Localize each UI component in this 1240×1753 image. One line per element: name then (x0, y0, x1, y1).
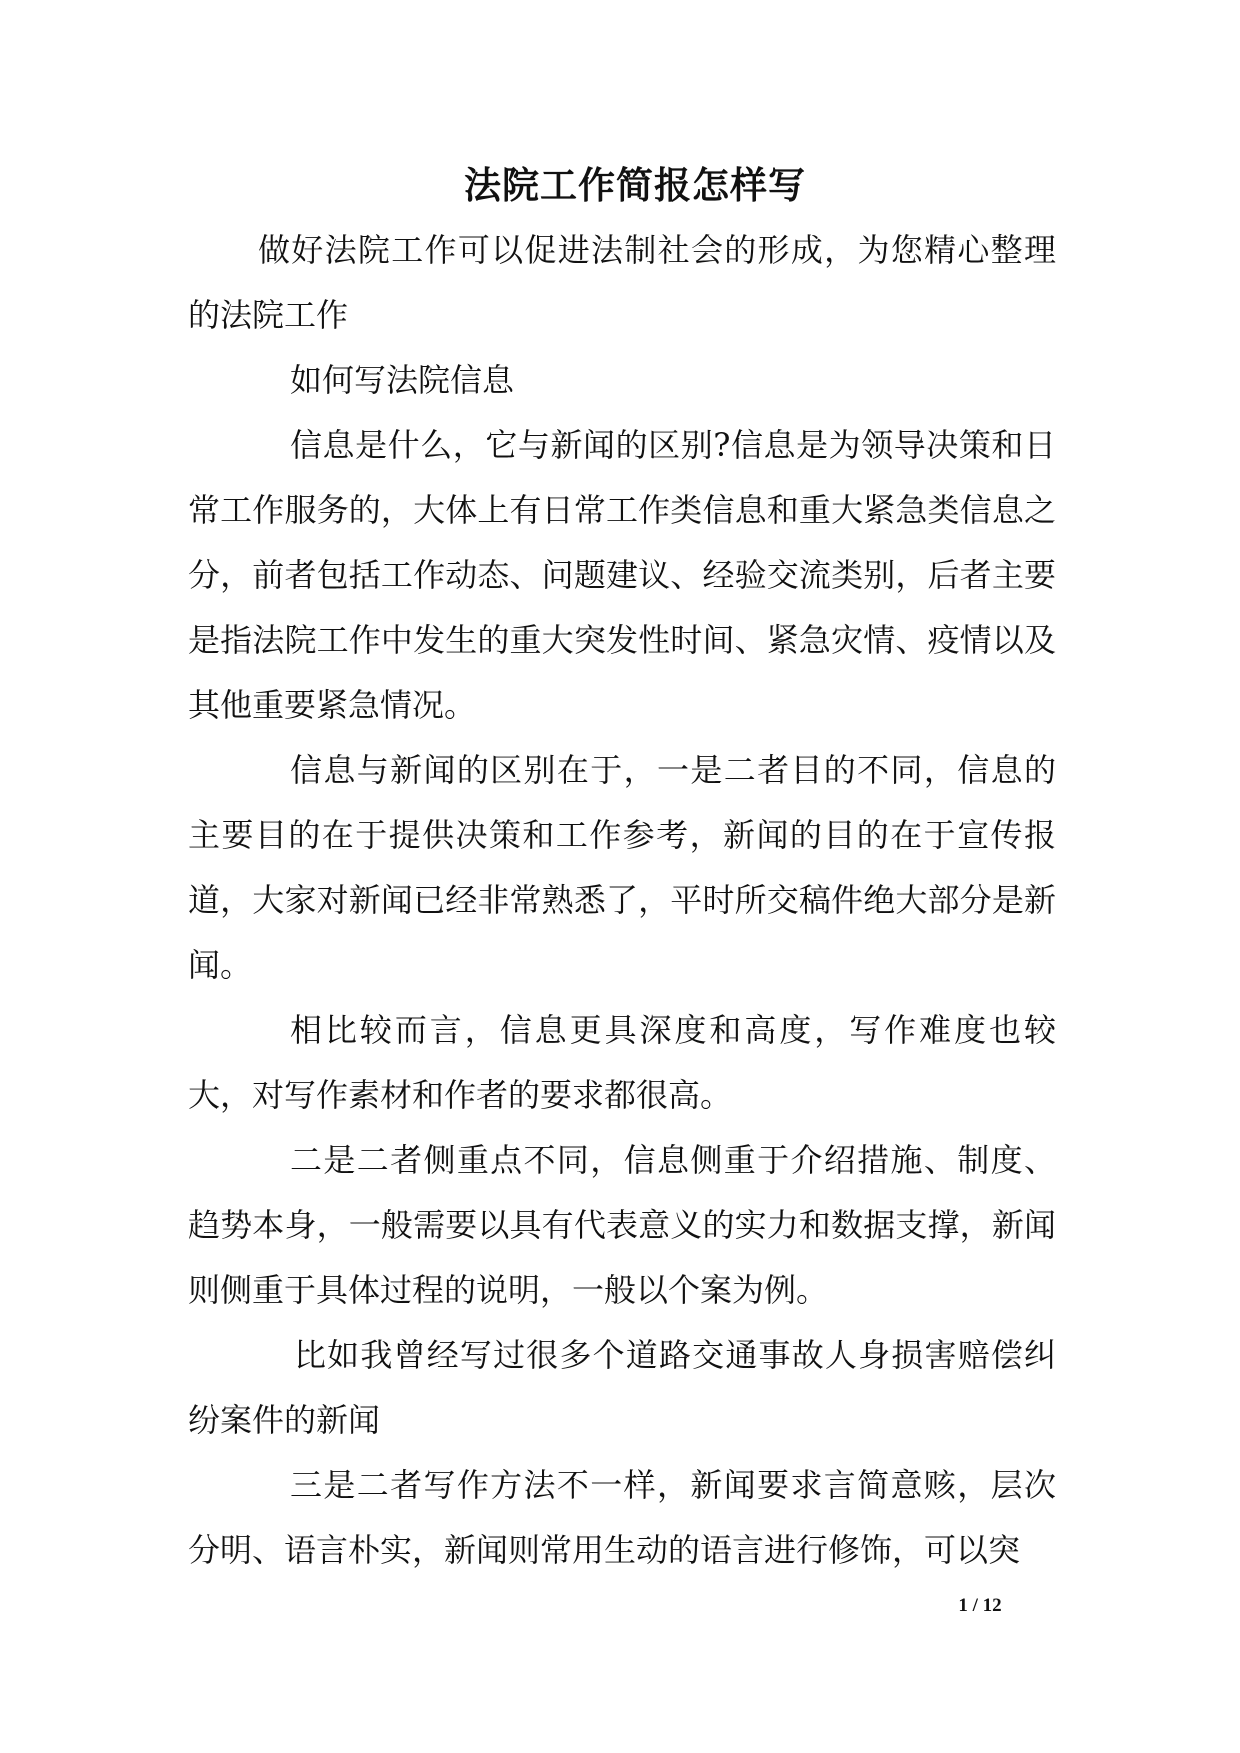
paragraph: 信息是什么，它与新闻的区别?信息是为领导决策和日常工作服务的，大体上有日常工作类信息和重大紧急类信息之分，前者包括工作动态、问题建议、经验交流类别，后者主要是指法院工作中发生的重大突发性时间、紧急灾情、疫情以及其他重要紧急情况。 (188, 426, 1056, 724)
document-title: 法院工作简报怎样写 (464, 163, 806, 207)
paragraph: 三是二者写作方法不一样，新闻要求言简意赅，层次分明、语言朴实，新闻则常用生动的语言进行修饰，可以突 (188, 1466, 1056, 1569)
paragraph: 二是二者侧重点不同，信息侧重于介绍措施、制度、趋势本身，一般需要以具有代表意义的实力和数据支撑，新闻则侧重于具体过程的说明，一般以个案为例。 (188, 1141, 1056, 1309)
paragraph: 信息与新闻的区别在于，一是二者目的不同，信息的主要目的在于提供决策和工作参考，新闻的目的在于宣传报道，大家对新闻已经非常熟悉了，平时所交稿件绝大部分是新闻。 (188, 751, 1056, 984)
paragraph-intro: 做好法院工作可以促进法制社会的形成，为您精心整理的法院工作 (188, 231, 1056, 334)
paragraph-heading: 如何写法院信息 (290, 361, 515, 399)
document-body (188, 218, 1056, 1583)
paragraph: 相比较而言，信息更具深度和高度，写作难度也较大，对写作素材和作者的要求都很高。 (188, 1011, 1056, 1114)
page-number: 1 / 12 (958, 1595, 1002, 1616)
paragraph: 比如我曾经写过很多个道路交通事故人身损害赔偿纠纷案件的新闻 (188, 1336, 1056, 1439)
